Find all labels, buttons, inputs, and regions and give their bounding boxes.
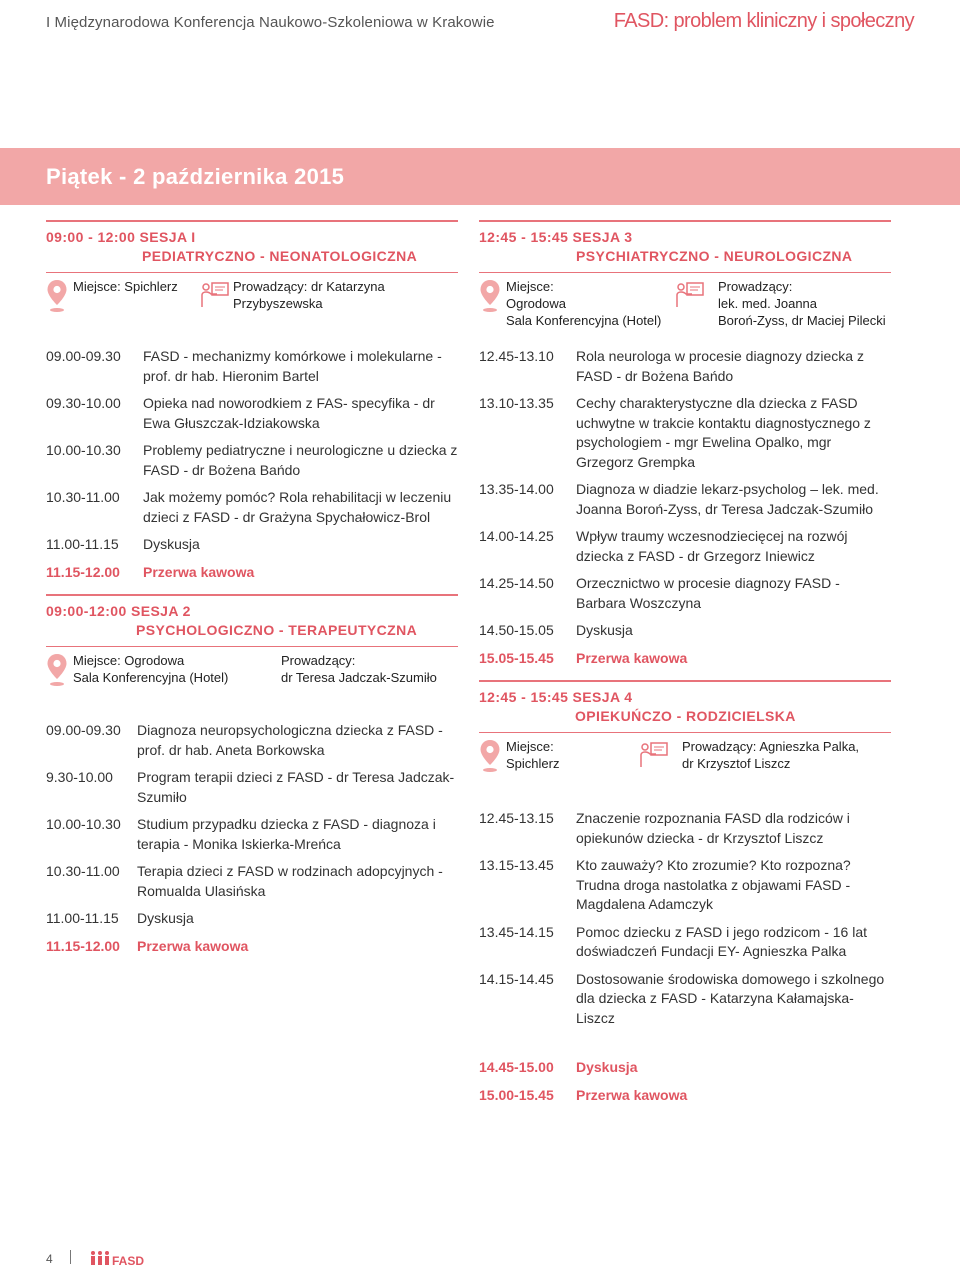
presenter-text: Prowadzący: dr Katarzyna Przybyszewska xyxy=(233,279,385,311)
logo-figures-icon xyxy=(90,1250,146,1268)
schedule-row: 14.50-15.05 Dyskusja xyxy=(479,622,633,638)
schedule-row: 9.30-10.00 Program terapii dzieci z FASD - dr Teresa Jadczak-Szumiło xyxy=(46,769,455,805)
schedule-row: 12.45-13.15 Znaczenie rozpoznania FASD dla rodziców i opiekunów dziecka - dr Krzysztof Liszcz xyxy=(479,810,850,846)
schedule-row: 14.00-14.25 Wpływ traumy wczesnodziecięcej na rozwój dziecka z FASD - dr Grzegorz Iniewicz xyxy=(479,528,848,564)
conference-theme: FASD: problem kliniczny i społeczny xyxy=(613,10,914,32)
session-meta xyxy=(46,646,458,709)
break-row: 15.00-15.45 Przerwa kawowa xyxy=(479,1086,688,1103)
location-text: Miejsce: Ogrodowa Sala Konferencyjna (Hotel) xyxy=(73,653,229,685)
presenter-text: Prowadzący: Agnieszka Palka, dr Krzysztof Liszcz xyxy=(682,739,860,771)
schedule-row: 09.00-09.30 FASD - mechanizmy komórkowe i molekularne - prof. dr hab. Hieronim Bartel xyxy=(46,348,442,384)
presenter-text: Prowadzący: lek. med. Joanna Boroń-Zyss, dr Maciej Pilecki xyxy=(718,279,886,328)
presenter-icon xyxy=(639,741,669,769)
presenter-icon xyxy=(200,281,230,309)
schedule-row: 10.00-10.30 Studium przypadku dziecka z FASD - diagnoza i terapia - Monika Iskierka-Mreńca xyxy=(46,816,436,852)
session-rows xyxy=(479,347,891,668)
logo-text: FASD xyxy=(112,1254,145,1268)
day-title: Piątek - 2 października 2015 xyxy=(46,164,345,189)
session-rows xyxy=(46,347,458,582)
break-row: 11.15-12.00 Przerwa kawowa xyxy=(46,937,249,954)
schedule-row: 13.10-13.35 Cechy charakterystyczne dla dziecka z FASD uchwytne w trakcie kontaktu diagnostycznego z psychologiem - mgr Ewelina Opalko, mgr Grzegorz Grempka xyxy=(479,395,871,470)
break-row: 15.05-15.45 Przerwa kawowa xyxy=(479,649,688,666)
schedule-row: 14.25-14.50 Orzecznictwo w procesie diagnozy FASD - Barbara Woszczyna xyxy=(479,575,840,611)
session-4 xyxy=(479,680,891,1105)
location-pin-icon xyxy=(46,653,68,687)
schedule-row: 09.00-09.30 Diagnoza neuropsychologiczna dziecka z FASD - prof. dr hab. Aneta Borkowska xyxy=(46,722,443,758)
schedule-row: 10.30-11.00 Terapia dzieci z FASD w rodzinach adopcyjnych - Romualda Ulasińska xyxy=(46,863,443,899)
session-rows xyxy=(479,809,891,1105)
schedule-row: 13.45-14.15 Pomoc dziecku z FASD i jego rodzicom - 16 lat doświadczeń Fundacji EY- Agnieszka Palka xyxy=(479,923,868,959)
break-row: 14.45-15.00 Dyskusja xyxy=(479,1059,638,1075)
location-pin-icon xyxy=(479,739,501,773)
session-heading: 12:45 - 15:45 SESJA 3 PSYCHIATRYCZNO - NEUROLOGICZNA xyxy=(479,229,853,264)
session-meta xyxy=(479,272,891,343)
schedule-row: 14.15-14.45 Dostosowanie środowiska domowego i szkolnego dla dziecka z FASD - Katarzyna Kałamajska-Liszcz xyxy=(479,970,885,1026)
session-heading: 12:45 - 15:45 SESJA 4 OPIEKUŃCZO - RODZICIELSKA xyxy=(479,689,796,724)
session-heading: 09:00 - 12:00 SESJA I PEDIATRYCZNO - NEONATOLOGICZNA xyxy=(46,229,418,264)
schedule-row: 10.00-10.30 Problemy pediatryczne i neurologiczne u dziecka z FASD - dr Bożena Bańdo xyxy=(46,442,458,478)
location-text: Miejsce: Spichlerz xyxy=(73,279,178,294)
conference-title: I Międzynarodowa Konferencja Naukowo-Szkoleniowa w Krakowie xyxy=(46,14,495,31)
session-3 xyxy=(479,220,891,668)
footer-divider xyxy=(70,1250,71,1264)
schedule-row: 13.35-14.00 Diagnoza w diadzie lekarz-psycholog – lek. med. Joanna Boroń-Zyss, dr Teresa Jadczak-Szumiło xyxy=(479,481,879,517)
location-text: Miejsce: Ogrodowa Sala Konferencyjna (Hotel) xyxy=(506,279,662,328)
location-pin-icon xyxy=(479,279,501,313)
right-column xyxy=(479,220,891,1113)
location-text: Miejsce: Spichlerz xyxy=(506,739,560,771)
schedule-row: 11.00-11.15 Dyskusja xyxy=(46,536,200,552)
day-banner xyxy=(0,148,960,205)
session-meta xyxy=(46,272,458,335)
left-column xyxy=(46,220,458,964)
schedule-row: 11.00-11.15 Dyskusja xyxy=(46,910,194,926)
session-1 xyxy=(46,220,458,582)
presenter-icon xyxy=(675,281,705,309)
schedule-row: 10.30-11.00 Jak możemy pomóc? Rola rehabilitacji w leczeniu dzieci z FASD - dr Grażyna Spychałowicz-Brol xyxy=(46,489,452,525)
break-row: 11.15-12.00 Przerwa kawowa xyxy=(46,563,255,580)
schedule-row: 13.15-13.45 Kto zauważy? Kto zrozumie? Kto rozpozna? Trudna droga nastolatka z objawami FASD - Magdalena Adamczyk xyxy=(479,857,851,912)
schedule-row: 12.45-13.10 Rola neurologa w procesie diagnozy dziecka z FASD - dr Bożena Bańdo xyxy=(479,348,864,384)
schedule-row: 09.30-10.00 Opieka nad noworodkiem z FAS- specyfika - dr Ewa Głuszczak-Idziakowska xyxy=(46,395,435,431)
session-rows xyxy=(46,721,458,956)
session-meta xyxy=(479,732,891,795)
presenter-text: Prowadzący: dr Teresa Jadczak-Szumiło xyxy=(281,653,437,685)
location-pin-icon xyxy=(46,279,68,313)
session-heading: 09:00-12:00 SESJA 2 PSYCHOLOGICZNO - TERAPEUTYCZNA xyxy=(46,603,418,638)
session-2 xyxy=(46,594,458,956)
page-number: 4 xyxy=(46,1252,53,1266)
